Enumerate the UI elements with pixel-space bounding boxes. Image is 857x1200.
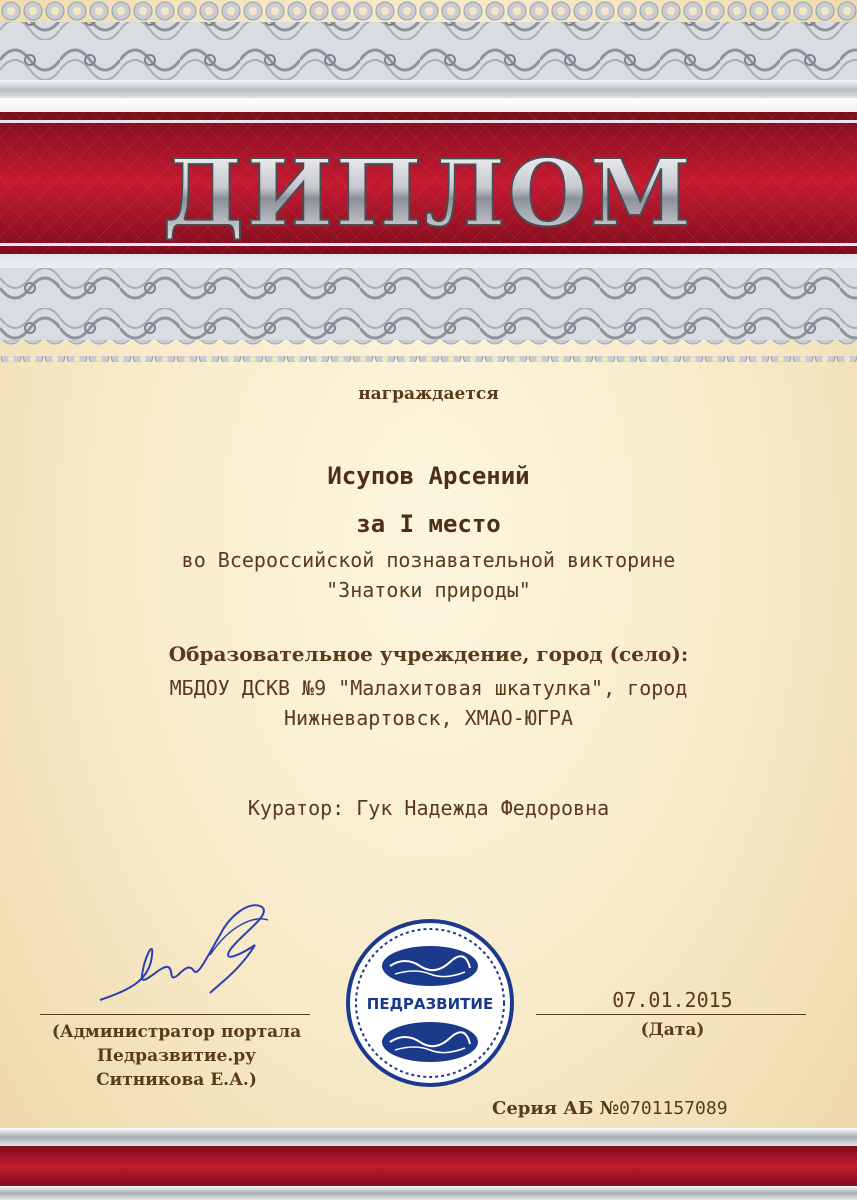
series-label: Серия АБ №: [492, 1098, 620, 1119]
signer-block: [14, 1020, 339, 1092]
awarded-label: награждается: [358, 384, 499, 404]
bottom-ribbon: [0, 1128, 857, 1200]
place-text: за I место: [356, 510, 501, 538]
seal-text: ПЕДРАЗВИТИЕ: [366, 995, 494, 1013]
signer-line-2: Педразвитие.ру: [96, 1046, 257, 1066]
date-value: 07.01.2015: [612, 988, 733, 1012]
date-label: (Дата): [640, 1020, 705, 1040]
curator-text: Куратор: Гук Надежда Федоровна: [247, 796, 610, 820]
series-number: 0701157089: [619, 1098, 728, 1119]
lower-lace-border: [0, 268, 857, 378]
pedrazvitie-seal: [345, 918, 515, 1088]
institution-label: Образовательное учреждение, город (село):: [168, 642, 689, 666]
institution-line-1: МБДОУ ДСКВ №9 "Малахитовая шкатулка", город: [169, 676, 688, 700]
series-block: [492, 1098, 728, 1119]
contest-line-1: во Всероссийской познавательной викторине: [181, 548, 676, 572]
top-lace-border: [0, 0, 857, 100]
recipient-name: Исупов Арсений: [327, 462, 530, 490]
signature-line: [40, 1014, 310, 1015]
institution-line-2: Нижневартовск, ХМАО-ЮГРА: [284, 706, 573, 730]
contest-line-2: "Знатоки природы": [326, 578, 531, 602]
signer-line-1: (Администратор портала: [51, 1022, 302, 1042]
date-line: [536, 1014, 806, 1015]
title-banner: [0, 98, 857, 268]
diploma-title: ДИПЛОМ: [162, 139, 694, 247]
signer-line-3: Ситникова Е.А.): [96, 1070, 257, 1090]
handwritten-signature: [90, 895, 280, 1015]
